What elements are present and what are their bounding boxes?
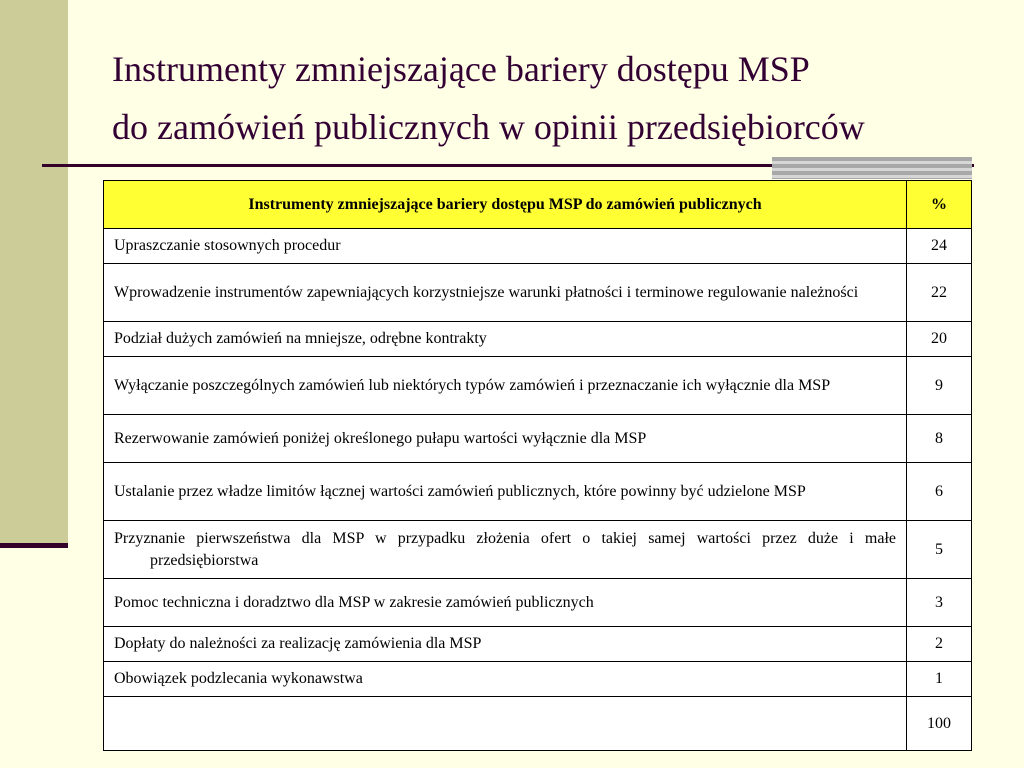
table-row bbox=[104, 662, 972, 697]
table-row bbox=[104, 322, 972, 357]
row-description-cell bbox=[104, 264, 907, 322]
table-row bbox=[104, 521, 972, 579]
table-row bbox=[104, 264, 972, 322]
row-description-cell bbox=[104, 463, 907, 521]
row-description: Rezerwowanie zamówień poniżej określonego pułapu wartości wyłącznie dla MSP bbox=[114, 429, 647, 447]
row-description-cell bbox=[104, 415, 907, 463]
left-accent-bar bbox=[0, 0, 68, 544]
total-percent: 100 bbox=[907, 697, 972, 751]
row-percent: 9 bbox=[907, 357, 972, 415]
header-percent: % bbox=[907, 181, 972, 229]
table-row bbox=[104, 415, 972, 463]
table-total-row bbox=[104, 697, 972, 751]
header-description: Instrumenty zmniejszające bariery dostępu MSP do zamówień publicznych bbox=[104, 181, 907, 229]
row-percent: 5 bbox=[907, 521, 972, 579]
row-description-cell bbox=[104, 229, 907, 264]
row-description-cell bbox=[104, 357, 907, 415]
row-percent: 8 bbox=[907, 415, 972, 463]
row-description-cell bbox=[104, 579, 907, 627]
row-description: Wprowadzenie instrumentów zapewniających korzystniejsze warunki płatności i terminowe regulowanie należności bbox=[114, 283, 859, 301]
table-header-row bbox=[104, 181, 972, 229]
row-percent: 24 bbox=[907, 229, 972, 264]
row-description: Dopłaty do należności za realizację zamówienia dla MSP bbox=[114, 635, 482, 652]
table-row bbox=[104, 627, 972, 662]
row-description: Przyznanie pierwszeństwa dla MSP w przypadku złożenia ofert o takiej samej wartości przez duże i małe przedsiębiorstwa bbox=[114, 529, 896, 569]
table-row bbox=[104, 357, 972, 415]
row-description: Pomoc techniczna i doradztwo dla MSP w zakresie zamówień publicznych bbox=[114, 593, 594, 611]
table-row bbox=[104, 463, 972, 521]
row-percent: 6 bbox=[907, 463, 972, 521]
row-percent: 22 bbox=[907, 264, 972, 322]
slide-title bbox=[112, 40, 992, 156]
left-accent-bar-line bbox=[0, 543, 68, 548]
total-description-cell bbox=[104, 697, 907, 751]
decorative-grey-stripes bbox=[772, 157, 972, 179]
row-percent: 3 bbox=[907, 579, 972, 627]
row-description: Upraszczanie stosownych procedur bbox=[114, 237, 341, 254]
slide-title-line-1: Instrumenty zmniejszające bariery dostępu MSP bbox=[112, 49, 810, 89]
row-description: Podział dużych zamówień na mniejsze, odrębne kontrakty bbox=[114, 330, 487, 347]
table-row bbox=[104, 229, 972, 264]
table-row bbox=[104, 579, 972, 627]
row-description-cell bbox=[104, 662, 907, 697]
row-description: Obowiązek podzlecania wykonawstwa bbox=[114, 670, 363, 687]
slide-title-line-2: do zamówień publicznych w opinii przedsiębiorców bbox=[112, 107, 865, 147]
row-percent: 1 bbox=[907, 662, 972, 697]
instruments-table bbox=[103, 180, 972, 751]
row-percent: 2 bbox=[907, 627, 972, 662]
row-description-cell bbox=[104, 627, 907, 662]
row-percent: 20 bbox=[907, 322, 972, 357]
row-description: Wyłączanie poszczególnych zamówień lub niektórych typów zamówień i przeznaczanie ich wyłącznie dla MSP bbox=[114, 376, 831, 394]
row-description-cell bbox=[104, 322, 907, 357]
row-description: Ustalanie przez władze limitów łącznej wartości zamówień publicznych, które powinny być udzielone MSP bbox=[114, 482, 806, 500]
row-description-cell bbox=[104, 521, 907, 579]
